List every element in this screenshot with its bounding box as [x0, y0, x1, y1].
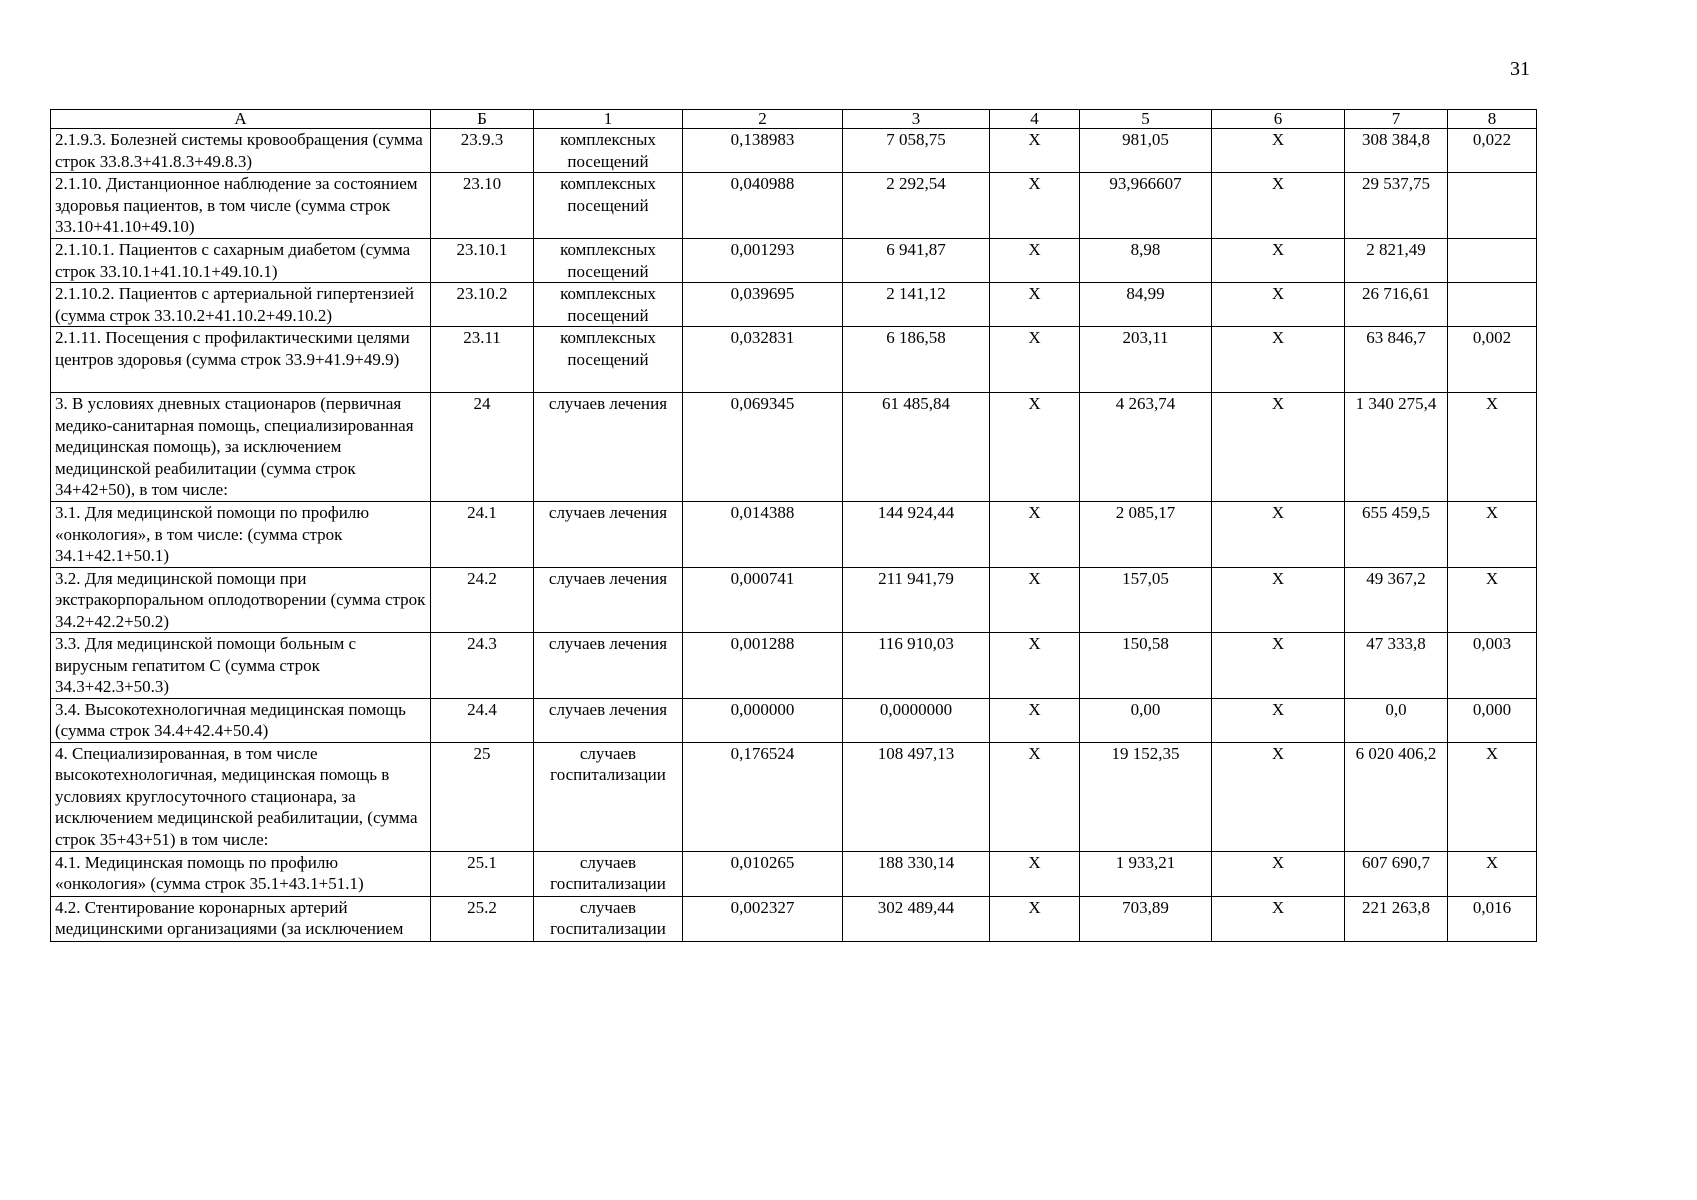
col-7-cell: 1 340 275,4 — [1345, 393, 1448, 502]
row-label-cell: 4.1. Медицинская помощь по профилю «онкология» (сумма строк 35.1+43.1+51.1) — [51, 851, 431, 896]
unit-cell: случаев лечения — [534, 393, 683, 502]
column-header: 5 — [1080, 110, 1212, 129]
col-4-cell: X — [990, 567, 1080, 633]
col-4-cell: X — [990, 742, 1080, 851]
col-6-cell: X — [1212, 851, 1345, 896]
row-label-cell: 4. Специализированная, в том числе высокотехнологичная, медицинская помощь в условиях круглосуточного стационара, за исключением медицинской реабилитации, (сумма строк 35+43+51) в том числе: — [51, 742, 431, 851]
col-2-cell: 0,000000 — [683, 698, 843, 742]
col-4-cell: X — [990, 393, 1080, 502]
col-8-cell: 0,003 — [1448, 633, 1537, 699]
row-code-cell: 25.1 — [431, 851, 534, 896]
col-8-cell: X — [1448, 567, 1537, 633]
row-code-cell: 24.1 — [431, 502, 534, 568]
col-4-cell: X — [990, 502, 1080, 568]
col-3-cell: 2 141,12 — [843, 283, 990, 327]
unit-cell: комплексных посещений — [534, 283, 683, 327]
col-5-cell: 93,966607 — [1080, 173, 1212, 239]
column-header: 3 — [843, 110, 990, 129]
col-7-cell: 49 367,2 — [1345, 567, 1448, 633]
col-8-cell: X — [1448, 393, 1537, 502]
col-3-cell: 2 292,54 — [843, 173, 990, 239]
col-3-cell: 0,0000000 — [843, 698, 990, 742]
col-3-cell: 116 910,03 — [843, 633, 990, 699]
col-4-cell: X — [990, 283, 1080, 327]
col-8-cell: X — [1448, 502, 1537, 568]
col-7-cell: 308 384,8 — [1345, 129, 1448, 173]
col-2-cell: 0,039695 — [683, 283, 843, 327]
col-7-cell: 47 333,8 — [1345, 633, 1448, 699]
col-3-cell: 188 330,14 — [843, 851, 990, 896]
table-row — [51, 896, 1537, 941]
col-8-cell: 0,016 — [1448, 896, 1537, 941]
col-8-cell: 0,022 — [1448, 129, 1537, 173]
header-row — [51, 110, 1537, 129]
row-code-cell: 23.10 — [431, 173, 534, 239]
row-code-cell: 24.3 — [431, 633, 534, 699]
col-4-cell: X — [990, 698, 1080, 742]
row-code-cell: 25.2 — [431, 896, 534, 941]
col-7-cell: 221 263,8 — [1345, 896, 1448, 941]
col-3-cell: 6 186,58 — [843, 327, 990, 393]
col-6-cell: X — [1212, 633, 1345, 699]
col-5-cell: 981,05 — [1080, 129, 1212, 173]
col-7-cell: 2 821,49 — [1345, 239, 1448, 283]
table-row — [51, 502, 1537, 568]
unit-cell: комплексных посещений — [534, 129, 683, 173]
row-label-cell: 3. В условиях дневных стационаров (первичная медико-санитарная помощь, специализированная медицинская помощь), за исключением медицинской реабилитации (сумма строк 34+42+50), в том числе: — [51, 393, 431, 502]
col-8-cell: 0,002 — [1448, 327, 1537, 393]
col-3-cell: 6 941,87 — [843, 239, 990, 283]
col-5-cell: 203,11 — [1080, 327, 1212, 393]
table-row — [51, 327, 1537, 393]
unit-cell: комплексных посещений — [534, 173, 683, 239]
table-row — [51, 742, 1537, 851]
col-5-cell: 4 263,74 — [1080, 393, 1212, 502]
col-6-cell: X — [1212, 502, 1345, 568]
col-2-cell: 0,176524 — [683, 742, 843, 851]
col-7-cell: 63 846,7 — [1345, 327, 1448, 393]
row-code-cell: 23.9.3 — [431, 129, 534, 173]
column-header: 4 — [990, 110, 1080, 129]
col-6-cell: X — [1212, 129, 1345, 173]
unit-cell: комплексных посещений — [534, 239, 683, 283]
col-8-cell — [1448, 239, 1537, 283]
row-label-cell: 3.4. Высокотехнологичная медицинская помощь (сумма строк 34.4+42.4+50.4) — [51, 698, 431, 742]
col-6-cell: X — [1212, 283, 1345, 327]
unit-cell: комплексных посещений — [534, 327, 683, 393]
col-4-cell: X — [990, 173, 1080, 239]
row-code-cell: 24.2 — [431, 567, 534, 633]
col-2-cell: 0,014388 — [683, 502, 843, 568]
col-2-cell: 0,032831 — [683, 327, 843, 393]
table-row — [51, 129, 1537, 173]
col-3-cell: 108 497,13 — [843, 742, 990, 851]
col-5-cell: 0,00 — [1080, 698, 1212, 742]
column-header: 8 — [1448, 110, 1537, 129]
table-row — [51, 633, 1537, 699]
col-4-cell: X — [990, 327, 1080, 393]
table-row — [51, 239, 1537, 283]
col-3-cell: 7 058,75 — [843, 129, 990, 173]
col-3-cell: 302 489,44 — [843, 896, 990, 941]
col-3-cell: 144 924,44 — [843, 502, 990, 568]
unit-cell: случаев госпитализации — [534, 851, 683, 896]
col-7-cell: 0,0 — [1345, 698, 1448, 742]
column-header: 6 — [1212, 110, 1345, 129]
col-2-cell: 0,000741 — [683, 567, 843, 633]
col-2-cell: 0,001293 — [683, 239, 843, 283]
col-2-cell: 0,040988 — [683, 173, 843, 239]
row-label-cell: 2.1.10.2. Пациентов с артериальной гипертензией (сумма строк 33.10.2+41.10.2+49.10.2) — [51, 283, 431, 327]
row-label-cell: 2.1.10.1. Пациентов с сахарным диабетом (сумма строк 33.10.1+41.10.1+49.10.1) — [51, 239, 431, 283]
col-6-cell: X — [1212, 698, 1345, 742]
col-5-cell: 2 085,17 — [1080, 502, 1212, 568]
col-2-cell: 0,069345 — [683, 393, 843, 502]
row-label-cell: 4.2. Стентирование коронарных артерий медицинскими организациями (за исключением — [51, 896, 431, 941]
row-label-cell: 3.1. Для медицинской помощи по профилю «онкология», в том числе: (сумма строк 34.1+42.1+50.1) — [51, 502, 431, 568]
col-5-cell: 8,98 — [1080, 239, 1212, 283]
col-8-cell: X — [1448, 742, 1537, 851]
col-6-cell: X — [1212, 173, 1345, 239]
row-code-cell: 24.4 — [431, 698, 534, 742]
col-8-cell: X — [1448, 851, 1537, 896]
col-5-cell: 157,05 — [1080, 567, 1212, 633]
col-4-cell: X — [990, 896, 1080, 941]
col-2-cell: 0,001288 — [683, 633, 843, 699]
col-3-cell: 61 485,84 — [843, 393, 990, 502]
col-6-cell: X — [1212, 896, 1345, 941]
col-6-cell: X — [1212, 239, 1345, 283]
column-header: 1 — [534, 110, 683, 129]
unit-cell: случаев лечения — [534, 502, 683, 568]
table-row — [51, 698, 1537, 742]
data-table — [50, 109, 1537, 942]
unit-cell: случаев лечения — [534, 567, 683, 633]
table-row — [51, 851, 1537, 896]
row-label-cell: 2.1.9.3. Болезней системы кровообращения (сумма строк 33.8.3+41.8.3+49.8.3) — [51, 129, 431, 173]
col-5-cell: 84,99 — [1080, 283, 1212, 327]
col-8-cell — [1448, 283, 1537, 327]
col-6-cell: X — [1212, 742, 1345, 851]
col-3-cell: 211 941,79 — [843, 567, 990, 633]
row-code-cell: 23.10.2 — [431, 283, 534, 327]
row-label-cell: 3.3. Для медицинской помощи больным с вирусным гепатитом С (сумма строк 34.3+42.3+50.3) — [51, 633, 431, 699]
column-header: 7 — [1345, 110, 1448, 129]
row-label-cell: 2.1.10. Дистанционное наблюдение за состоянием здоровья пациентов, в том числе (сумма строк 33.10+41.10+49.10) — [51, 173, 431, 239]
col-7-cell: 26 716,61 — [1345, 283, 1448, 327]
table-row — [51, 173, 1537, 239]
col-5-cell: 150,58 — [1080, 633, 1212, 699]
table-row — [51, 393, 1537, 502]
col-5-cell: 1 933,21 — [1080, 851, 1212, 896]
col-8-cell: 0,000 — [1448, 698, 1537, 742]
column-header: 2 — [683, 110, 843, 129]
col-6-cell: X — [1212, 393, 1345, 502]
table-row — [51, 567, 1537, 633]
col-5-cell: 19 152,35 — [1080, 742, 1212, 851]
table-row — [51, 283, 1537, 327]
col-5-cell: 703,89 — [1080, 896, 1212, 941]
unit-cell: случаев лечения — [534, 698, 683, 742]
row-code-cell: 25 — [431, 742, 534, 851]
col-4-cell: X — [990, 851, 1080, 896]
col-4-cell: X — [990, 633, 1080, 699]
col-2-cell: 0,010265 — [683, 851, 843, 896]
page-number: 31 — [1510, 58, 1530, 80]
row-label-cell: 2.1.11. Посещения с профилактическими целями центров здоровья (сумма строк 33.9+41.9+49.9) — [51, 327, 431, 393]
column-header: А — [51, 110, 431, 129]
col-2-cell: 0,002327 — [683, 896, 843, 941]
unit-cell: случаев госпитализации — [534, 896, 683, 941]
col-4-cell: X — [990, 239, 1080, 283]
col-2-cell: 0,138983 — [683, 129, 843, 173]
row-code-cell: 23.10.1 — [431, 239, 534, 283]
row-code-cell: 24 — [431, 393, 534, 502]
row-label-cell: 3.2. Для медицинской помощи при экстракорпоральном оплодотворении (сумма строк 34.2+42.2+50.2) — [51, 567, 431, 633]
col-6-cell: X — [1212, 327, 1345, 393]
column-header: Б — [431, 110, 534, 129]
col-7-cell: 607 690,7 — [1345, 851, 1448, 896]
unit-cell: случаев лечения — [534, 633, 683, 699]
col-7-cell: 6 020 406,2 — [1345, 742, 1448, 851]
row-code-cell: 23.11 — [431, 327, 534, 393]
col-6-cell: X — [1212, 567, 1345, 633]
unit-cell: случаев госпитализации — [534, 742, 683, 851]
col-7-cell: 655 459,5 — [1345, 502, 1448, 568]
col-8-cell — [1448, 173, 1537, 239]
col-7-cell: 29 537,75 — [1345, 173, 1448, 239]
col-4-cell: X — [990, 129, 1080, 173]
